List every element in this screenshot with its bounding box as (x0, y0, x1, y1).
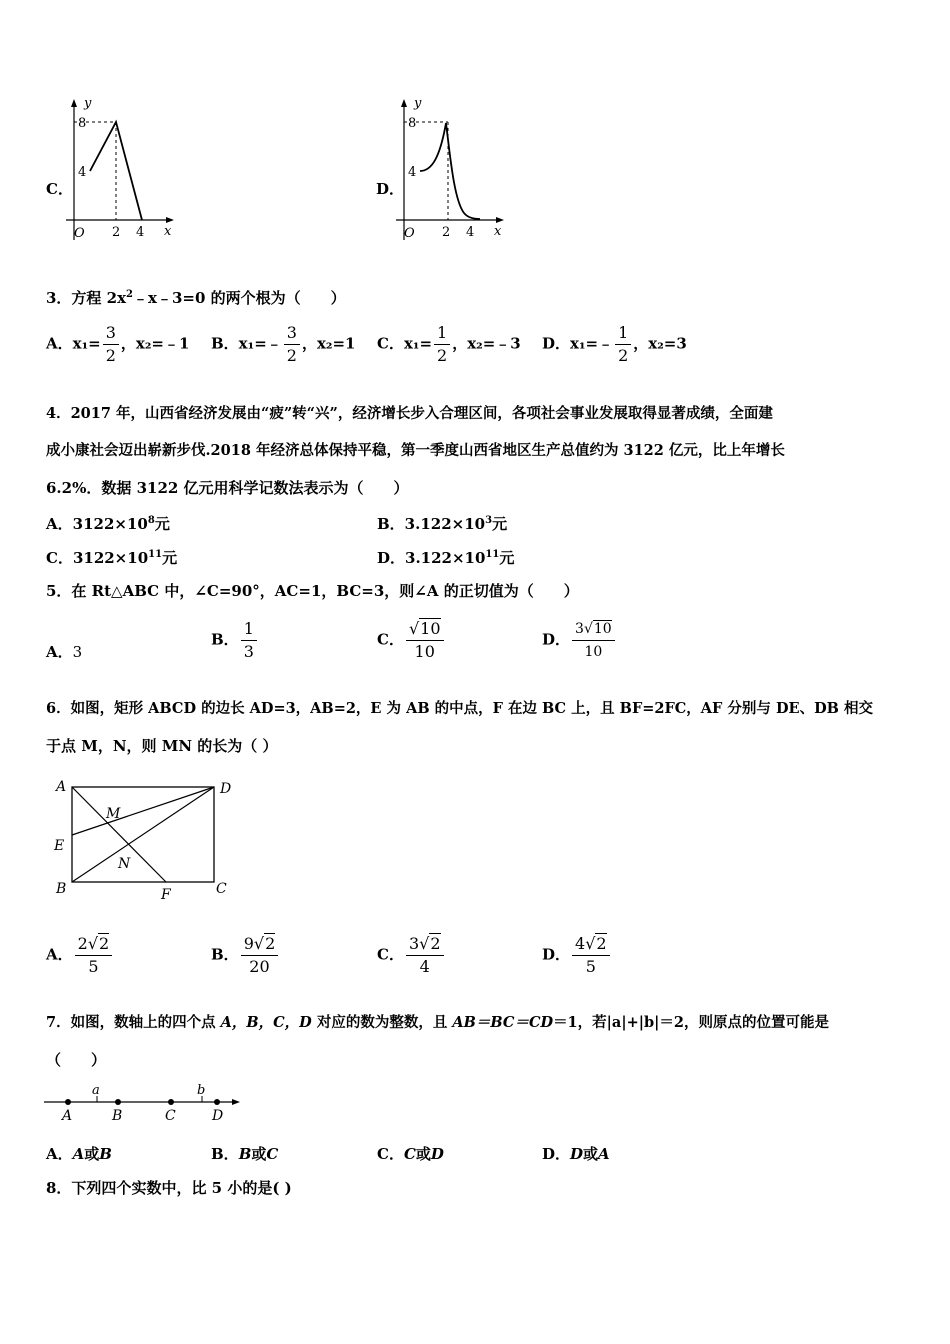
q3-option-c[interactable]: C．x₁= $\frac{1}{2}$ ，x₂=﹣3 (377, 323, 521, 365)
q6-stem-line2: 于点 M，N，则 MN 的长为（ ） (46, 737, 278, 755)
q2c-origin: O (74, 226, 85, 241)
q4-stem-line1: 4．2017 年，山西省经济发展由“疲”转“兴”，经济增长步入合理区间，各项社会事业发展取得显著成绩，全面建 (46, 405, 773, 422)
q2d-x-label: x (494, 224, 502, 239)
q6-label-e: E (54, 838, 65, 854)
q4-option-c[interactable]: C．$3122\times 10^{11}$元 (46, 549, 178, 567)
q6-label-a: A (56, 779, 67, 795)
q2c-ytick-8: 8 (78, 116, 87, 131)
q7-number-line (40, 1080, 250, 1128)
q7-label-a-lower: a (92, 1083, 100, 1098)
q6-label-f: F (161, 887, 171, 903)
q2c-xtick-2: 2 (112, 225, 121, 240)
q2c-xtick-4: 4 (136, 225, 145, 240)
q7-label-b: B (112, 1108, 123, 1124)
q2d-ytick-4: 4 (408, 165, 417, 180)
q2c-ytick-4: 4 (78, 165, 87, 180)
q2-graph-d (392, 95, 507, 245)
fraction: $\frac{2√2}{5}$ (75, 933, 113, 978)
q8-stem: 8．下列四个实数中，比 5 小的是( ) (46, 1179, 292, 1197)
q6-option-b[interactable]: B． $\frac{9√2}{20}$ (211, 933, 280, 978)
fraction: $\frac{9√2}{20}$ (241, 933, 279, 978)
q2d-xtick-2: 2 (442, 225, 451, 240)
fraction: $\frac{3√10}{10}$ (572, 618, 615, 663)
fraction: $\frac{3√2}{4}$ (406, 933, 444, 978)
q4-stem-line3: 6.2%．数据 3122 亿元用科学记数法表示为（ ） (46, 479, 409, 497)
q6-rectangle-figure (46, 775, 246, 905)
fraction: $\frac{1}{3}$ (241, 618, 257, 663)
q2d-origin: O (404, 226, 415, 241)
q2-option-c-label: C． (46, 180, 73, 198)
fraction: $\frac{1}{2}$ (434, 322, 450, 367)
q4-option-d[interactable]: D．$3.122\times 10^{11}$元 (377, 549, 515, 567)
q5-stem: 5．在 Rt△ABC 中，∠C=90°，AC=1，BC=3，则∠A 的正切值为（ ） (46, 582, 579, 600)
q2d-xtick-4: 4 (466, 225, 475, 240)
q2-option-d-label: D． (376, 180, 405, 198)
q7-option-a[interactable]: A．A或B (46, 1145, 112, 1163)
q7-label-b-lower: b (197, 1083, 206, 1098)
q5-option-b[interactable]: B． $\frac{1}{3}$ (211, 618, 259, 663)
q3-option-b[interactable]: B．x₁=﹣ $\frac{3}{2}$ ，x₂=1 (211, 323, 356, 365)
q3-option-a[interactable]: A．x₁= $\frac{3}{2}$ ，x₂=﹣1 (46, 323, 190, 365)
q2d-ytick-8: 8 (408, 116, 417, 131)
q2c-y-label: y (84, 96, 92, 111)
q7-option-d[interactable]: D．D或A (542, 1145, 610, 1163)
q4-option-a[interactable]: A．$3122\times 10^8$元 (46, 515, 170, 533)
q2c-x-label: x (164, 224, 172, 239)
q6-label-c: C (216, 881, 227, 897)
q5-option-d[interactable]: D． $\frac{3√10}{10}$ (542, 618, 617, 663)
fraction: $\frac{3}{2}$ (103, 322, 119, 367)
q7-label-d: D (212, 1108, 224, 1124)
q6-label-d: D (220, 781, 232, 797)
q6-label-b: B (56, 881, 67, 897)
q3-stem: 3．方程 $2x^2﹣x﹣3=0$ 的两个根为（ ） (46, 289, 346, 307)
q6-option-c[interactable]: C． $\frac{3√2}{4}$ (377, 933, 446, 978)
q6-option-a[interactable]: A． $\frac{2√2}{5}$ (46, 933, 114, 978)
q3-option-d[interactable]: D．x₁=﹣ $\frac{1}{2}$ ，x₂=3 (542, 323, 687, 365)
fraction: $\frac{4√2}{5}$ (572, 933, 610, 978)
q2d-y-label: y (414, 96, 422, 111)
q7-label-a: A (62, 1108, 73, 1124)
q6-label-m: M (106, 806, 121, 822)
q4-stem-line2: 成小康社会迈出崭新步伐.2018 年经济总体保持平稳，第一季度山西省地区生产总值约为 3122 亿元，比上年增长 (46, 442, 785, 459)
fraction: $\frac{√10}{10}$ (406, 618, 444, 663)
q6-option-d[interactable]: D． $\frac{4√2}{5}$ (542, 933, 612, 978)
q5-option-c[interactable]: C． $\frac{√10}{10}$ (377, 618, 446, 663)
q4-option-b[interactable]: B．$3.122\times 10^3$元 (377, 515, 508, 533)
q7-label-c: C (165, 1108, 176, 1124)
q5-option-a[interactable]: A．3 (46, 643, 83, 661)
q6-label-n: N (118, 856, 131, 872)
q7-stem-line1: 7．如图，数轴上的四个点 A，B，C，D 对应的数为整数，且 AB＝BC＝CD＝1，若|a|+|b|＝2，则原点的位置可能是 (46, 1014, 830, 1031)
fraction: $\frac{3}{2}$ (284, 322, 300, 367)
q7-option-b[interactable]: B．B或C (211, 1145, 279, 1163)
fraction: $\frac{1}{2}$ (615, 322, 631, 367)
q2-graph-c (62, 95, 177, 245)
q7-stem-line2: （ ） (46, 1051, 107, 1069)
q7-option-c[interactable]: C．C或D (377, 1145, 444, 1163)
q6-stem-line1: 6．如图，矩形 ABCD 的边长 AD=3，AB=2，E 为 AB 的中点，F 在边 BC 上，且 BF=2FC，AF 分别与 DE、DB 相交 (46, 700, 873, 717)
